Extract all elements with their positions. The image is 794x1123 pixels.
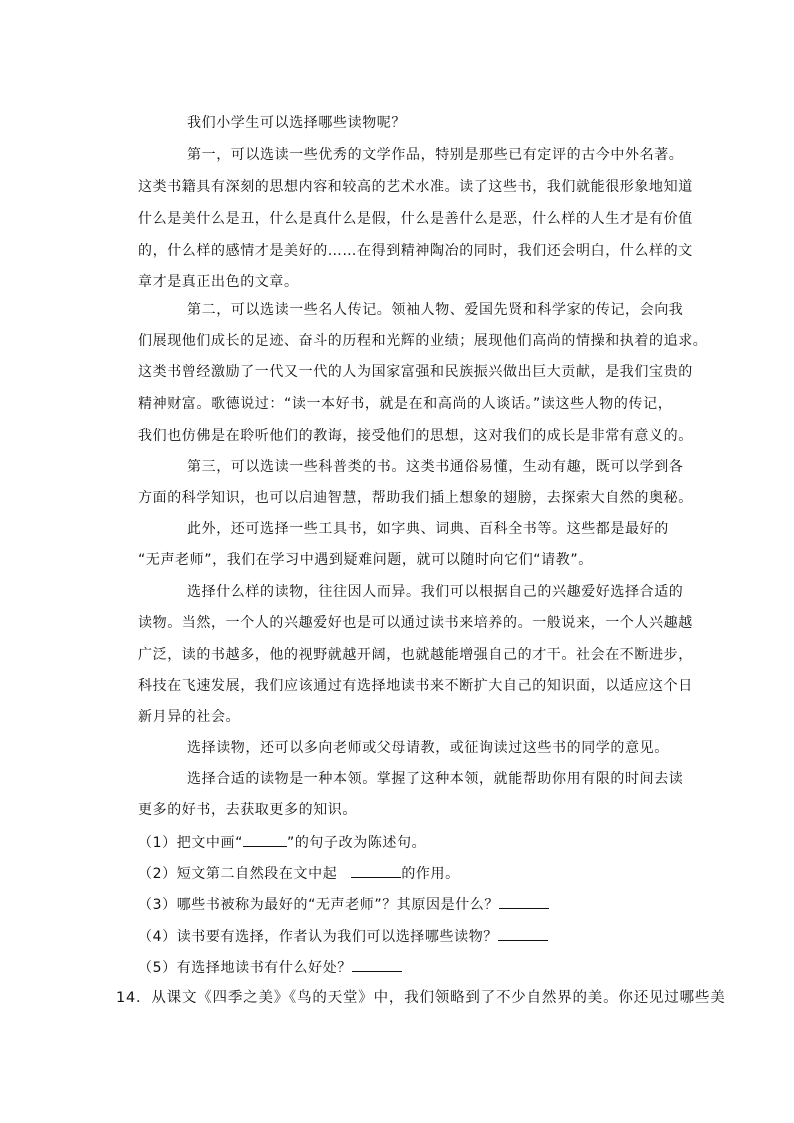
question-2-prefix: （2）短文第二自然段在文中起 [138,866,338,882]
question-1 [138,832,426,852]
question-4-blank[interactable] [498,926,548,941]
passage-line: 这类书曾经激励了一代又一代的人为国家富强和民族振兴做出巨大贡献，是我们宝贵的 [138,364,693,380]
question-1-suffix: ”的句子改为陈述句。 [286,835,427,851]
question-1-blank[interactable] [243,832,287,847]
passage-line: “无声老师”，我们在学习中遇到疑难问题，就可以随时向它们“请教”。 [138,552,593,568]
passage-line: 选择合适的读物是一种本领。掌握了这种本领，就能帮助你用有限的时间去读 [187,771,684,787]
question-5-text: （5）有选择地读书有什么好处？ [138,960,352,976]
question-2 [138,863,460,883]
passage-line: 第二，可以选读一些名人传记。领袖人物、爱国先贤和科学家的传记，会向我 [187,302,684,318]
passage-line: 广泛，读的书越多，他的视野就越开阔，也就越能增强自己的才干。社会在不断进步， [138,647,693,663]
passage-line: 此外，还可选择一些工具书，如字典、词典、百科全书等。这些都是最好的 [187,521,669,537]
question-1-prefix: （1）把文中画“ [138,835,243,851]
passage-line: 第一，可以选读一些优秀的文学作品，特别是那些已有定评的古今中外名著。 [187,147,684,163]
passage-line: 读物。当然，一个人的兴趣爱好也是可以通过读书来培养的。一般说来，一个人兴趣越 [138,615,693,631]
question-4-text: （4）读书要有选择，作者认为我们可以选择哪些读物？ [138,929,498,945]
passage-line: 科技在飞速发展，我们应该通过有选择地读书来不断扩大自己的知识面，以适应这个日 [138,678,693,694]
passage-line: 精神财富。歌德说过：“读一本好书，就是在和高尚的人谈话。”读这些人物的传记， [138,396,673,412]
passage-line: 方面的科学知识，也可以启迪智慧，帮助我们插上想象的翅膀，去探索大自然的奥秘。 [138,490,693,506]
passage-line: 的，什么样的感情才是美好的……在得到精神陶冶的同时，我们还会明白，什么样的文 [138,243,693,259]
passage-line: 更多的好书，去获取更多的知识。 [138,802,357,818]
passage-line: 选择什么样的读物，往往因人而异。我们可以根据自己的兴趣爱好选择合适的 [187,584,684,600]
passage-line: 什么是美什么是丑，什么是真什么是假，什么是善什么是恶，什么样的人生才是有价值 [138,211,693,227]
question-2-blank[interactable] [351,863,401,878]
question-5 [138,957,402,977]
passage-line: 新月异的社会。 [138,709,241,725]
question-14-text: 14．从课文《四季之美》《鸟的天堂》中，我们领略到了不少自然界的美。你还见过哪些美 [116,990,726,1006]
passage-line: 章才是真正出色的文章。 [138,274,299,290]
question-3 [138,894,549,914]
question-2-suffix: 的作用。 [401,866,460,882]
question-3-text: （3）哪些书被称为最好的“无声老师”？其原因是什么？ [138,897,500,913]
question-3-blank[interactable] [499,894,549,909]
passage-line: 们展现他们成长的足迹、奋斗的历程和光辉的业绩；展现他们高尚的情操和执着的追求。 [138,333,708,349]
passage-line: 这类书籍具有深刻的思想内容和较高的艺术水准。读了这些书，我们就能很形象地知道 [138,179,693,195]
passage-line: 我们也仿佛是在聆听他们的教诲，接受他们的思想，这对我们的成长是非常有意义的。 [138,428,693,444]
question-4 [138,926,548,946]
passage-question-heading: 我们小学生可以选择哪些读物呢？ [187,115,406,131]
question-5-blank[interactable] [352,957,402,972]
passage-line: 选择读物，还可以多向老师或父母请教，或征询读过这些书的同学的意见。 [187,740,669,756]
passage-line: 第三，可以选读一些科普类的书。这类书通俗易懂，生动有趣，既可以学到各 [187,459,684,475]
